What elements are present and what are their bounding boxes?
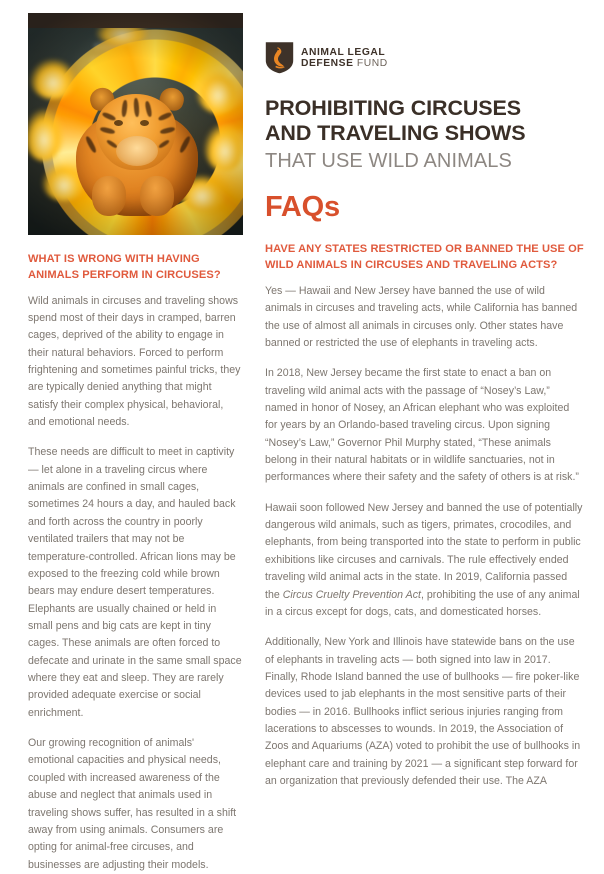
organization-logo xyxy=(265,41,584,74)
paragraph: These needs are difficult to meet in captivity — let alone in a traveling circus where animals are confined in small cages, sometimes 24 hours a day, and hauled back and forth across the country in poorly ventilated trailers that may not be temperature-controlled. African lions may be exposed to the freezing cold while brown bears may endure desert temperatures. Elephants are usually chained or held in small pens and big cats are kept in tiny cages. These animals are often forced to defecate and urinate in the same small space where they eat and sleep. They are rarely provided adequate exercise or social enrichment. xyxy=(28,446,242,719)
paragraph-part-before: Hawaii soon followed New Jersey and banned the use of potentially dangerous wild animals, such as tigers, primates, crocodiles, and elephants, from being transported into the state to perform in public exhibitions like circuses and carnivals. The rule effectively ended traveling wild animal acts in the state. In 2019, California passed the xyxy=(265,501,583,601)
paragraph-part-after: , prohibiting the use of any animal in a circus except for dogs, cats, and domesticated horses. xyxy=(265,588,580,618)
logo-line-2-fund: FUND xyxy=(356,58,388,69)
hero-image-tiger-ring-of-fire xyxy=(28,13,243,235)
left-column xyxy=(28,13,243,871)
page-title-line-1: PROHIBITING CIRCUSES xyxy=(265,96,522,120)
paragraph: In 2018, New Jersey became the first state to enact a ban on traveling wild animal acts with the passage of “Nosey’s Law,” named in honor of Nosey, an African elephant who was exploited for years by an Orlando-based traveling circus. Upon signing “Nosey’s Law,” Governor Phil Murphy stated, “These animals belong in their natural habitats or in wildlife sanctuaries, not in performances where their safety and the safety of others is at risk.” xyxy=(265,367,579,484)
faqs-label: FAQs xyxy=(265,191,340,224)
hero-top-band xyxy=(28,13,243,28)
tiger-illustration xyxy=(62,80,212,218)
section-heading-states-restricted: HAVE ANY STATES RESTRICTED OR BANNED THE USE OF WILD ANIMALS IN CIRCUSES AND TRAVELING ACTS? xyxy=(265,243,584,272)
page-subtitle: THAT USE WILD ANIMALS xyxy=(265,150,512,173)
page-title-line-2: AND TRAVELING SHOWS xyxy=(265,121,526,146)
act-title-italic: Circus Cruelty Prevention Act xyxy=(282,588,421,601)
logo-line-1: ANIMAL LEGAL xyxy=(301,46,386,58)
paragraph-with-italic-act-title xyxy=(265,500,584,622)
section-heading-what-is-wrong: WHAT IS WRONG WITH HAVING ANIMALS PERFORM IN CIRCUSES? xyxy=(28,253,221,281)
paragraph: Yes — Hawaii and New Jersey have banned the use of wild animals in circuses and traveling acts, while California has banned the use of almost all animals in circuses only. Other states have banned or restricted the use of elephants in traveling acts. xyxy=(265,284,578,349)
right-column xyxy=(265,13,584,788)
paragraph: Additionally, New York and Illinois have statewide bans on the use of elephants in traveling acts — both signed into law in 2017. Finally, Rhode Island banned the use of bullhooks — fire poker-like devices used to jab elephants in the most sensitive parts of their bodies — in 2016. Bullhooks inflict serious injuries ranging from lacerations to abscesses to wounds. In 2019, the Association of Zoos and Aquariums (AZA) voted to prohibit the use of bullhooks in elephant care and training by 2021 — a significant step forward for an organization that previously defended their use. The AZA xyxy=(265,636,581,788)
paragraph: Wild animals in circuses and traveling shows spend most of their days in cramped, barren cages, deprived of the ability to engage in their natural behaviors. Forced to perform frightening and sometimes painful tricks, they are typically denied anything that might satisfy their complex physical, behavioral, and emotional needs. xyxy=(28,294,241,429)
logo-line-2 xyxy=(301,58,388,69)
shield-fox-icon xyxy=(265,41,294,74)
paragraph: Our growing recognition of animals' emotional capacities and physical needs, coupled with increased awareness of the abuse and neglect that animals used in traveling shows suffer, has resulted in a shift away from using animals. Consumers are opting for animal-free circuses, and businesses are adjusting their models. xyxy=(28,737,237,871)
title-block xyxy=(265,96,584,224)
logo-wordmark xyxy=(301,46,388,69)
logo-line-2-strong: DEFENSE xyxy=(301,58,354,69)
